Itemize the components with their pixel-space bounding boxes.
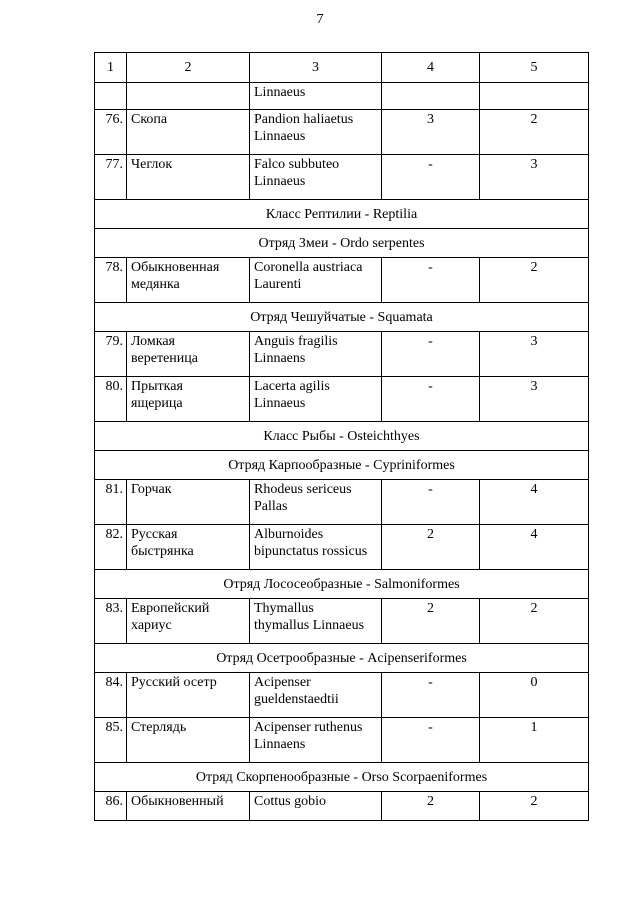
continuation-cat-cell — [382, 83, 480, 110]
species-name-ru: Прыткая ящерица — [127, 377, 250, 422]
section-row — [95, 303, 589, 332]
table-row — [95, 480, 589, 525]
header-cell-4: 4 — [382, 53, 480, 83]
category-col5: 2 — [480, 792, 589, 821]
table-body — [95, 53, 589, 821]
species-name-ru: Ломкая веретеница — [127, 332, 250, 377]
species-name-latin: Acipenser gueldenstaedtii — [250, 673, 382, 718]
section-row — [95, 200, 589, 229]
species-name-latin: Falco subbuteo Linnaeus — [250, 155, 382, 200]
table-row — [95, 258, 589, 303]
species-name-ru: Горчак — [127, 480, 250, 525]
category-col5: 2 — [480, 258, 589, 303]
row-number: 84. — [95, 673, 127, 718]
category-col5: 4 — [480, 525, 589, 570]
section-row — [95, 229, 589, 258]
species-name-latin: Alburnoides bipunctatus rossicus — [250, 525, 382, 570]
continuation-cat2-cell — [480, 83, 589, 110]
section-title: Класс Рептилии - Reptilia — [95, 200, 589, 229]
species-name-ru: Русский осетр — [127, 673, 250, 718]
species-name-ru: Чеглок — [127, 155, 250, 200]
section-title: Отряд Лососеобразные - Salmoniformes — [95, 570, 589, 599]
species-name-latin: Acipenser ruthenus Linnaens — [250, 718, 382, 763]
continuation-latin-cell: Linnaeus — [250, 83, 382, 110]
section-row — [95, 763, 589, 792]
category-col4: 2 — [382, 525, 480, 570]
category-col5: 0 — [480, 673, 589, 718]
row-number: 82. — [95, 525, 127, 570]
category-col4: - — [382, 673, 480, 718]
species-name-ru: Русская быстрянка — [127, 525, 250, 570]
species-table — [94, 52, 589, 821]
section-row — [95, 422, 589, 451]
row-number: 80. — [95, 377, 127, 422]
row-number: 78. — [95, 258, 127, 303]
species-name-ru: Европейский хариус — [127, 599, 250, 644]
species-name-ru: Обыкновенный — [127, 792, 250, 821]
category-col5: 3 — [480, 155, 589, 200]
category-col4: 2 — [382, 599, 480, 644]
category-col4: - — [382, 258, 480, 303]
row-number: 83. — [95, 599, 127, 644]
section-title: Класс Рыбы - Osteichthyes — [95, 422, 589, 451]
row-number: 77. — [95, 155, 127, 200]
table-row — [95, 377, 589, 422]
category-col4: - — [382, 480, 480, 525]
category-col4: - — [382, 718, 480, 763]
continuation-row — [95, 83, 589, 110]
category-col4: 3 — [382, 110, 480, 155]
species-name-latin: Rhodeus sericeus Pallas — [250, 480, 382, 525]
category-col4: - — [382, 155, 480, 200]
table-row — [95, 525, 589, 570]
section-title: Отряд Осетрообразные - Acipenseriformes — [95, 644, 589, 673]
species-name-latin: Lacerta agilis Linnaeus — [250, 377, 382, 422]
species-name-latin: Thymallus thymallus Linnaeus — [250, 599, 382, 644]
header-cell-3: 3 — [250, 53, 382, 83]
category-col5: 2 — [480, 599, 589, 644]
section-title: Отряд Скорпенообразные - Orso Scorpaeniformes — [95, 763, 589, 792]
continuation-name-cell — [127, 83, 250, 110]
page-number: 7 — [316, 12, 324, 27]
table-row — [95, 155, 589, 200]
species-name-latin: Cottus gobio — [250, 792, 382, 821]
row-number: 81. — [95, 480, 127, 525]
section-row — [95, 644, 589, 673]
row-number: 86. — [95, 792, 127, 821]
section-title: Отряд Чешуйчатые - Squamata — [95, 303, 589, 332]
category-col4: - — [382, 332, 480, 377]
category-col4: 2 — [382, 792, 480, 821]
table-row — [95, 110, 589, 155]
category-col5: 2 — [480, 110, 589, 155]
table-row — [95, 673, 589, 718]
category-col4: - — [382, 377, 480, 422]
category-col5: 3 — [480, 332, 589, 377]
continuation-num-cell — [95, 83, 127, 110]
species-name-latin: Coronella austriaca Laurenti — [250, 258, 382, 303]
row-number: 79. — [95, 332, 127, 377]
header-cell-1: 1 — [95, 53, 127, 83]
category-col5: 4 — [480, 480, 589, 525]
header-cell-2: 2 — [127, 53, 250, 83]
species-name-latin: Pandion haliaetus Linnaeus — [250, 110, 382, 155]
header-row — [95, 53, 589, 83]
species-name-latin: Anguis fragilis Linnaens — [250, 332, 382, 377]
species-name-ru: Стерлядь — [127, 718, 250, 763]
section-row — [95, 570, 589, 599]
table-row — [95, 792, 589, 821]
table-row — [95, 332, 589, 377]
table-row — [95, 718, 589, 763]
category-col5: 1 — [480, 718, 589, 763]
species-name-ru: Обыкновенная медянка — [127, 258, 250, 303]
row-number: 76. — [95, 110, 127, 155]
table-row — [95, 599, 589, 644]
header-cell-5: 5 — [480, 53, 589, 83]
section-title: Отряд Змеи - Ordo serpentes — [95, 229, 589, 258]
row-number: 85. — [95, 718, 127, 763]
species-name-ru: Скопа — [127, 110, 250, 155]
section-row — [95, 451, 589, 480]
section-title: Отряд Карпообразные - Cypriniformes — [95, 451, 589, 480]
category-col5: 3 — [480, 377, 589, 422]
